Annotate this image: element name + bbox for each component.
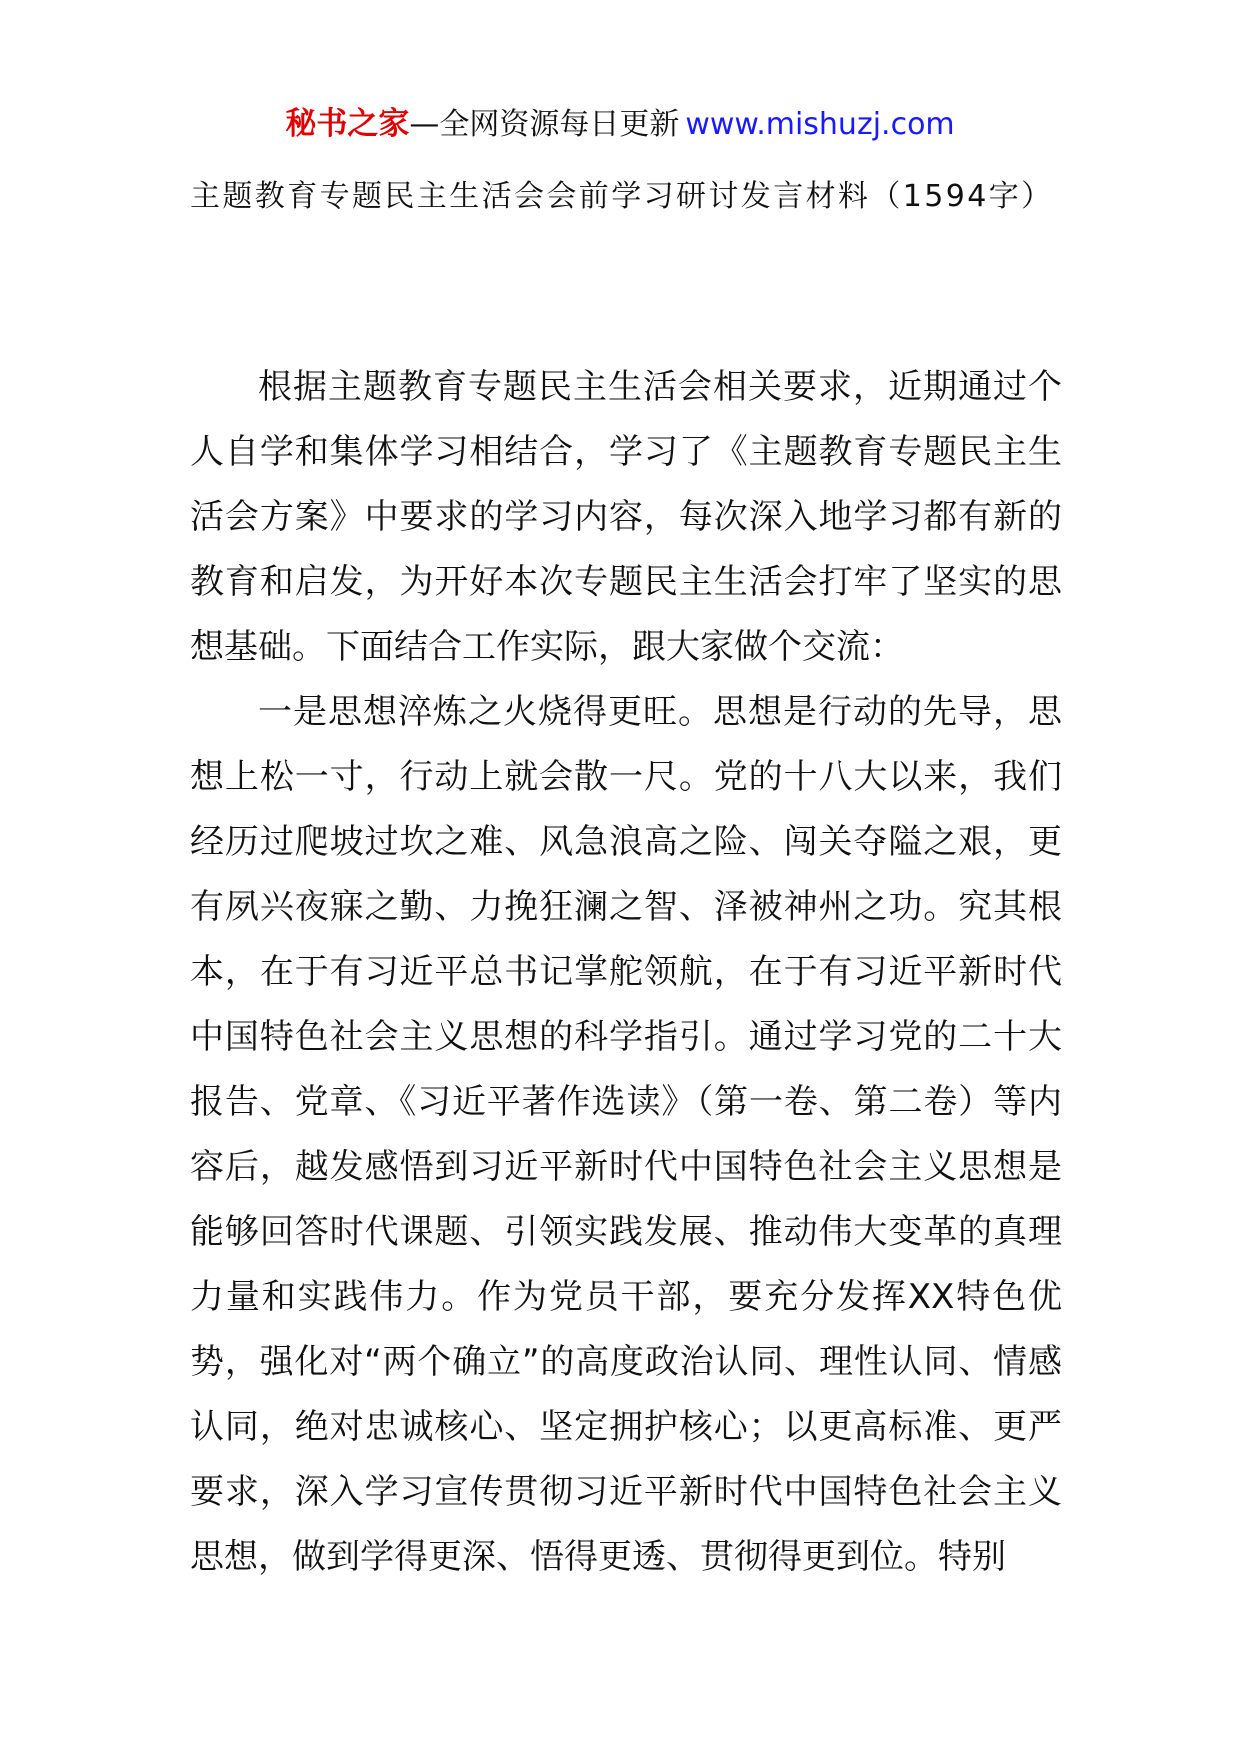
site-header (0, 102, 1240, 147)
site-url-link[interactable]: www.mishuzj.com (685, 107, 955, 142)
paragraph-intro: 根据主题教育专题民主生活会相关要求，近期通过个人自学和集体学习相结合，学习了《主题教育专题民主生活会方案》中要求的学习内容，每次深入地学习都有新的教育和启发，为开好本次专题民主生活会打牢了坚实的思想基础。下面结合工作实际，跟大家做个交流： (190, 367, 1062, 667)
brand-name: 秘书之家 (285, 106, 410, 142)
paragraph-point-one: 一是思想淬炼之火烧得更旺。思想是行动的先导，思想上松一寸，行动上就会散一尺。党的十八大以来，我们经历过爬坡过坎之难、风急浪高之险、闯关夺隘之艰，更有夙兴夜寐之勤、力挽狂澜之智、泽被神州之功。究其根本，在于有习近平总书记掌舵领航，在于有习近平新时代中国特色社会主义思想的科学指引。通过学习党的二十大报告、党章、《习近平著作选读》（第一卷、第二卷）等内容后，越发感悟到习近平新时代中国特色社会主义思想是能够回答时代课题、引领实践发展、推动伟大变革的真理力量和实践伟力。作为党员干部，要充分发挥XX特色优势，强化对“两个确立”的高度政治认同、理性认同、情感认同，绝对忠诚核心、坚定拥护核心；以更高标准、更严要求，深入学习宣传贯彻习近平新时代中国特色社会主义思想，做到学得更深、悟得更透、贯彻得更到位。特别 (190, 692, 1062, 1577)
document-title: 主题教育专题民主生活会会前学习研讨发言材料（1594字） (190, 179, 1054, 214)
document-body (190, 355, 1062, 1590)
header-slogan: —全网资源每日更新 (409, 107, 680, 142)
